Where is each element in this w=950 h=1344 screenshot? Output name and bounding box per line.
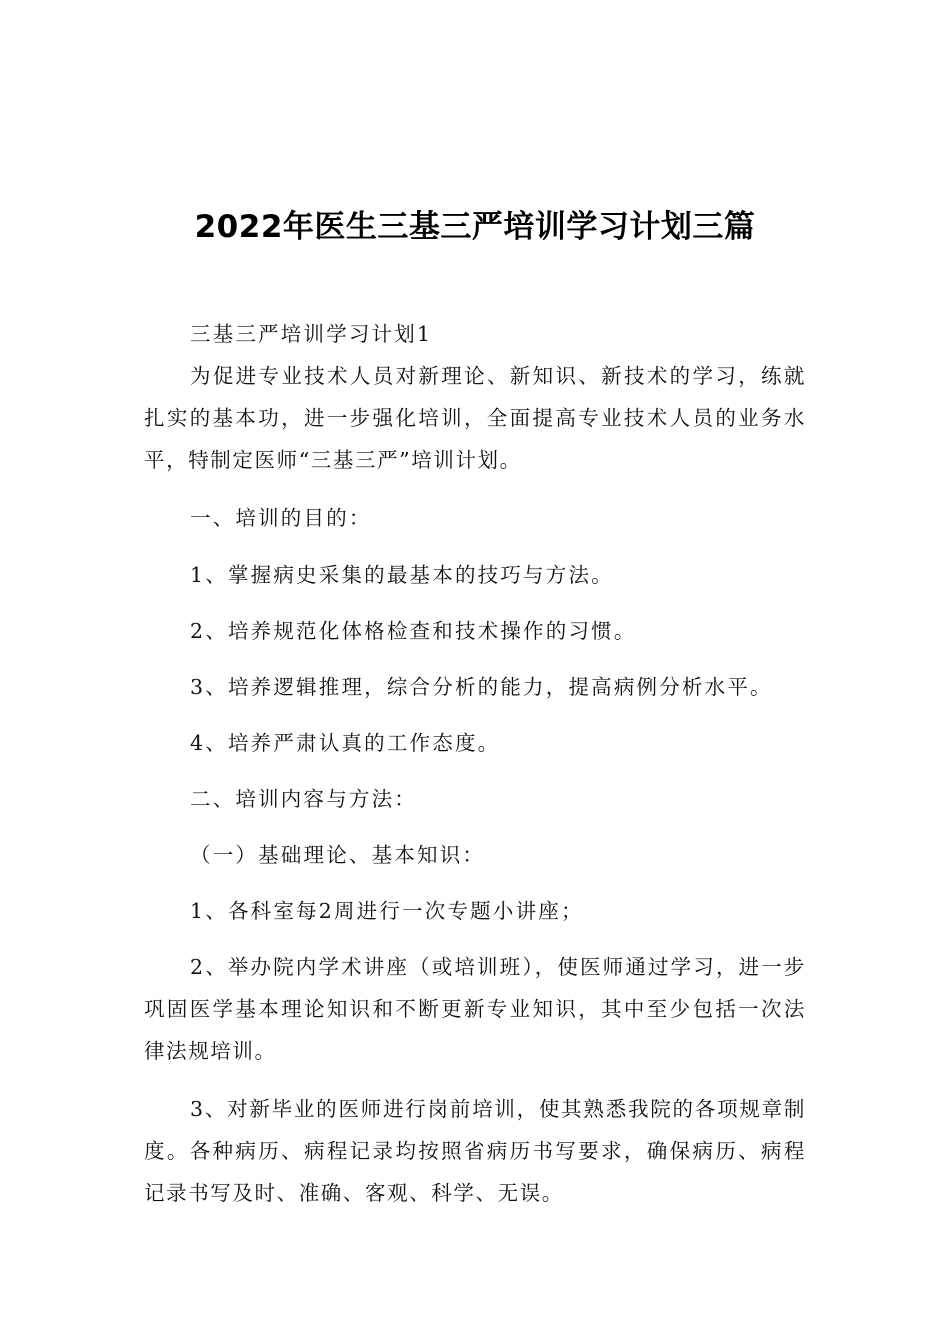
intro-paragraph: 为促进专业技术人员对新理论、新知识、新技术的学习，练就扎实的基本功，进一步强化培训，全面提高专业技术人员的业务水平，特制定医师“三基三严”培训计划。 — [144, 364, 806, 472]
subheading-basic-theory: （一）基础理论、基本知识： — [190, 843, 486, 867]
heading-training-purpose: 一、培训的目的： — [190, 506, 372, 530]
purpose-item-3: 3、培养逻辑推理，综合分析的能力，提高病例分析水平。 — [190, 675, 773, 699]
content-item-2: 2、举办院内学术讲座（或培训班），使医师通过学习，进一步巩固医学基本理论知识和不断更新专业知识，其中至少包括一次法律法规培训。 — [144, 955, 806, 1063]
purpose-item-2: 2、培养规范化体格检查和技术操作的习惯。 — [190, 619, 637, 643]
content-item-3: 3、对新毕业的医师进行岗前培训，使其熟悉我院的各项规章制度。各种病历、病程记录均按照省病历书写要求，确保病历、病程记录书写及时、准确、客观、科学、无误。 — [144, 1097, 806, 1205]
document-title: 2022年医生三基三严培训学习计划三篇 — [194, 209, 756, 245]
heading-training-content: 二、培训内容与方法： — [190, 787, 417, 811]
content-item-1: 1、各科室每2周进行一次专题小讲座； — [190, 899, 584, 923]
section-heading-plan-1: 三基三严培训学习计划1 — [190, 322, 433, 346]
purpose-item-4: 4、培养严肃认真的工作态度。 — [190, 731, 501, 755]
purpose-item-1: 1、掌握病史采集的最基本的技巧与方法。 — [190, 563, 614, 587]
